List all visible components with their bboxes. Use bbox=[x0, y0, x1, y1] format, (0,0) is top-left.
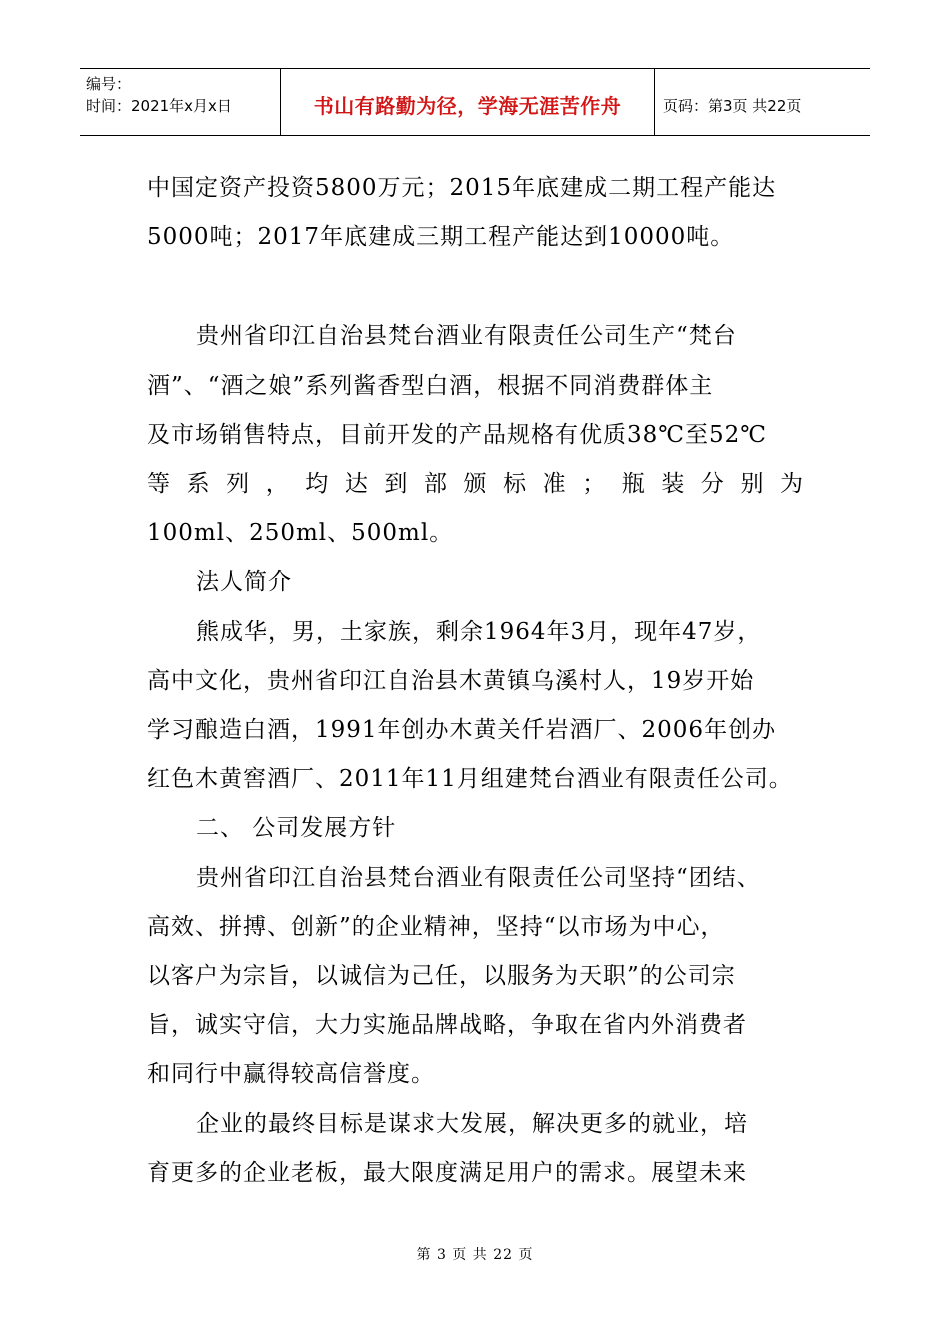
paragraph-line: 熊成华，男，土家族，剩余1964年3月，现年47岁， bbox=[196, 619, 762, 645]
justified-char: 到 bbox=[384, 471, 409, 497]
paragraph-line: 贵州省印江自治县梵台酒业有限责任公司坚持“团结、 bbox=[196, 865, 761, 891]
paragraph-line: 旨，诚实守信，大力实施品牌战略，争取在省内外消费者 bbox=[147, 1012, 747, 1038]
page-footer bbox=[0, 1244, 950, 1264]
paragraph-line: 贵州省印江自治县梵台酒业有限责任公司生产“梵台 bbox=[196, 323, 737, 349]
justified-char: 别 bbox=[740, 471, 765, 497]
justified-char: 达 bbox=[344, 471, 369, 497]
paragraph-line: 及市场销售特点，目前开发的产品规格有优质38℃至52℃ bbox=[147, 422, 767, 448]
paragraph-line: 5000吨；2017年底建成三期工程产能达到10000吨。 bbox=[147, 224, 735, 250]
paragraph-line: 高中文化，贵州省印江自治县木黄镇乌溪村人，19岁开始 bbox=[147, 668, 755, 694]
header-page-info bbox=[655, 72, 870, 138]
header-meta bbox=[80, 69, 280, 135]
justified-char: ， bbox=[265, 471, 290, 497]
header-motto: 书山有路勤为径，学海无涯苦作舟 bbox=[313, 93, 622, 118]
justified-char: 均 bbox=[305, 471, 330, 497]
justified-char: 标 bbox=[503, 471, 528, 497]
justified-paragraph-line bbox=[147, 468, 804, 500]
justified-char: 瓶 bbox=[621, 471, 646, 497]
section-heading: 二、 公司发展方针 bbox=[196, 815, 397, 841]
justified-char: 为 bbox=[780, 471, 804, 497]
paragraph-line: 高效、拼搏、创新”的企业精神，坚持“以市场为中心， bbox=[147, 914, 725, 940]
justified-char: 列 bbox=[226, 471, 251, 497]
justified-char: 准 bbox=[542, 471, 567, 497]
justified-char: 分 bbox=[700, 471, 725, 497]
page-info-text: 页码：第3页 共22页 bbox=[663, 96, 802, 115]
paragraph-line: 以客户为宗旨，以诚信为己任，以服务为天职”的公司宗 bbox=[147, 963, 736, 989]
document-time-label: 时间：2021年x月x日 bbox=[86, 97, 232, 115]
justified-char: ； bbox=[582, 471, 607, 497]
page-header bbox=[80, 68, 870, 136]
section-heading: 法人简介 bbox=[196, 569, 292, 595]
paragraph-line: 中国定资产投资5800万元；2015年底建成二期工程产能达 bbox=[147, 175, 777, 201]
document-number-label: 编号： bbox=[86, 75, 132, 93]
header-motto-cell bbox=[280, 69, 655, 135]
paragraph-line: 育更多的企业老板，最大限度满足用户的需求。展望未来 bbox=[147, 1160, 747, 1186]
justified-char: 装 bbox=[661, 471, 686, 497]
paragraph-line: 红色木黄窖酒厂、2011年11月组建梵台酒业有限责任公司。 bbox=[147, 766, 793, 792]
paragraph-line: 和同行中赢得较高信誉度。 bbox=[147, 1061, 435, 1087]
paragraph-line: 100ml、250ml、500ml。 bbox=[147, 520, 454, 546]
paragraph-line: 学习酿造白酒，1991年创办木黄关仟岩酒厂、2006年创办 bbox=[147, 717, 777, 743]
justified-char: 部 bbox=[423, 471, 448, 497]
justified-char: 等 bbox=[147, 471, 171, 497]
justified-char: 颁 bbox=[463, 471, 488, 497]
paragraph-line: 酒”、“酒之娘”系列酱香型白酒，根据不同消费群体主 bbox=[147, 373, 714, 399]
justified-char: 系 bbox=[186, 471, 211, 497]
footer-page-number: 第 3 页 共 22 页 bbox=[416, 1247, 534, 1263]
paragraph-line: 企业的最终目标是谋求大发展，解决更多的就业，培 bbox=[196, 1111, 748, 1137]
